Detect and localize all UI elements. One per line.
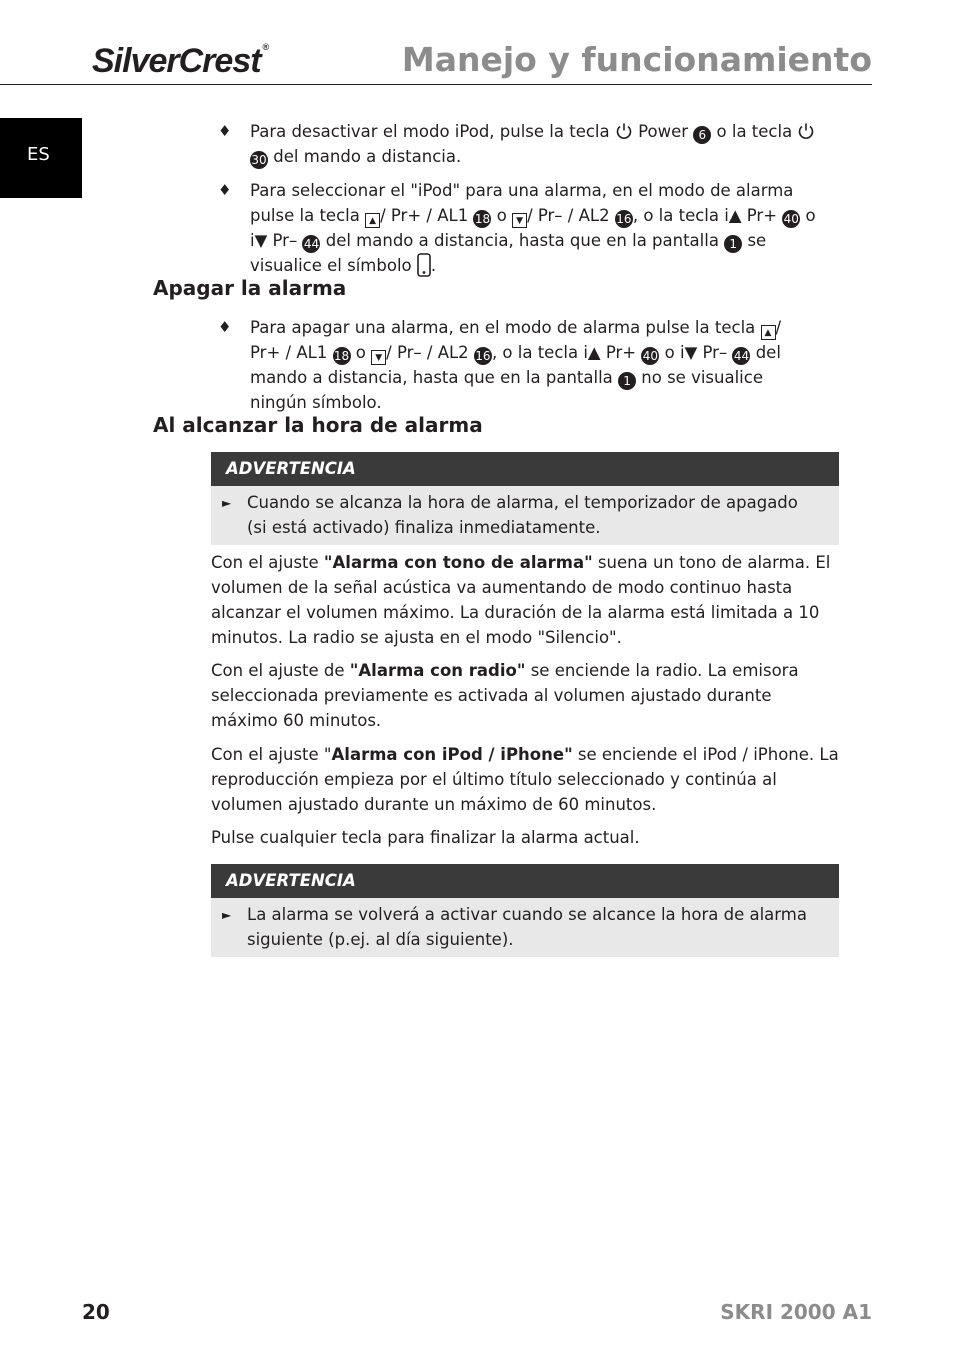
ref-number: 30	[251, 153, 267, 167]
warning-box-2	[211, 864, 839, 957]
bullet-select-ipod-alarm	[218, 178, 838, 278]
warning-label: ADVERTENCIA	[211, 864, 839, 898]
ref-number: 18	[333, 349, 350, 363]
language-tab: ES	[0, 118, 82, 198]
ref-number: 6	[693, 126, 711, 144]
bullet-disable-ipod	[218, 119, 838, 169]
ref-number: 18	[474, 212, 491, 226]
ref-number: 40	[642, 349, 659, 363]
bullet-text: Para apagar una alarma, en el modo de alarma pulse la tecla ▲ / Pr+ / AL1 18 o ▼ / Pr– / AL2 16, o la tecla i▲ Pr+ 40 o i▼ Pr– 44 del mando a distancia, hasta que en la pantalla 1 no se visualice ningún símbolo.	[250, 318, 782, 412]
arrow-bullet-icon: ►	[222, 908, 232, 922]
power-icon	[615, 122, 633, 140]
bold-term: "Alarma con radio"	[349, 661, 526, 680]
down-key-icon: ▼	[371, 350, 386, 365]
paragraph-alarm-ipod: Con el ajuste "Alarma con iPod / iPhone" se enciende el iPod / iPhone. La reproducción empieza por el último título seleccionado y continúa al volumen ajustado durante un máximo de 60 minutos.	[211, 745, 839, 814]
paragraph-end-alarm: Pulse cualquier tecla para finalizar la alarma actual.	[211, 828, 640, 847]
up-key-icon: ▲	[761, 325, 776, 340]
ref-number: 1	[618, 372, 636, 390]
bullet-diamond-icon: ♦	[218, 181, 232, 199]
ipod-symbol-icon	[417, 253, 431, 277]
ref-number: 40	[783, 212, 799, 226]
bullet-text: Para seleccionar el "iPod" para una alarma, en el modo de alarma pulse la tecla ▲ / Pr+ / AL1 18 o ▼ / Pr– / AL2 16, o la tecla i▲ Pr+ 40 o i▼ Pr– 44 del mando a distancia, hasta que en la pantalla 1 se visualice el símbolo .	[250, 181, 816, 275]
warning-text: Cuando se alcanza la hora de alarma, el temporizador de apagado (si está activado) finaliza inmediatamente.	[247, 493, 798, 537]
bullet-turn-off-alarm	[218, 315, 838, 415]
power-icon	[797, 122, 815, 140]
bold-term: "Alarma con tono de alarma"	[323, 553, 593, 572]
warning-body	[211, 486, 839, 545]
section-heading-apagar: Apagar la alarma	[153, 276, 347, 300]
bullet-diamond-icon: ♦	[218, 318, 232, 336]
warning-box-1	[211, 452, 839, 545]
warning-body	[211, 898, 839, 957]
ref-number: 44	[733, 349, 750, 363]
bold-term: Alarma con iPod / iPhone"	[331, 745, 573, 764]
up-key-icon: ▲	[365, 213, 380, 228]
bullet-diamond-icon: ♦	[218, 122, 232, 140]
page-number: 20	[82, 1300, 110, 1324]
brand-logo	[92, 42, 268, 81]
page-title: Manejo y funcionamiento	[401, 40, 872, 79]
bullet-text: Para desactivar el modo iPod, pulse la tecla Power 6 o la tecla 30 del mando a distancia.	[250, 119, 838, 169]
header-divider	[0, 84, 872, 85]
ref-number: 16	[616, 212, 632, 226]
ref-number: 44	[303, 237, 320, 251]
paragraph-alarm-radio: Con el ajuste de "Alarma con radio" se enciende la radio. La emisora seleccionada previamente es activada al volumen ajustado durante máximo 60 minutos.	[211, 661, 799, 730]
ref-number: 1	[724, 235, 742, 253]
warning-text: La alarma se volverá a activar cuando se alcance la hora de alarma siguiente (p.ej. al día siguiente).	[247, 905, 807, 949]
section-heading-alcanzar: Al alcanzar la hora de alarma	[153, 413, 483, 437]
model-name: SKRI 2000 A1	[720, 1300, 872, 1324]
brand-name: SilverCrest	[92, 42, 261, 80]
arrow-bullet-icon: ►	[222, 496, 232, 510]
down-key-icon: ▼	[512, 213, 527, 228]
ref-number: 16	[475, 349, 491, 363]
warning-label: ADVERTENCIA	[211, 452, 839, 486]
paragraph-alarm-tone: Con el ajuste "Alarma con tono de alarma" suena un tono de alarma. El volumen de la señal acústica va aumentando de modo continuo hasta alcanzar el volumen máximo. La duración de la alarma está limitada a 10 minutos. La radio se ajusta en el modo "Silencio".	[211, 553, 831, 647]
registered-mark: ®	[262, 42, 269, 52]
